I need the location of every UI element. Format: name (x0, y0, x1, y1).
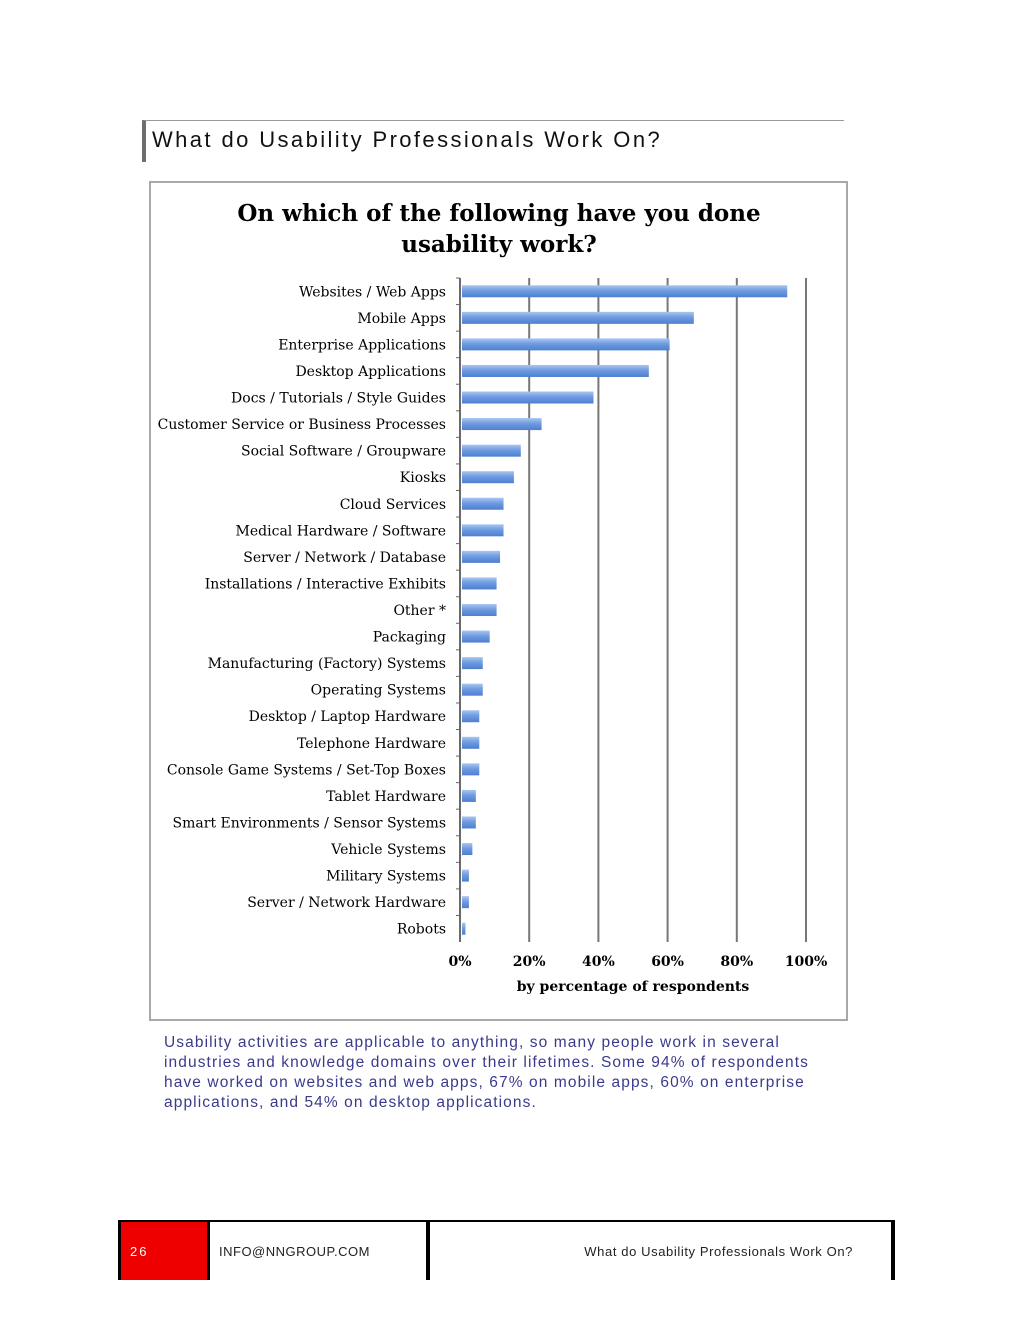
footer-title: What do Usability Professionals Work On? (584, 1244, 853, 1259)
bar (462, 551, 500, 563)
bar (462, 816, 476, 828)
bar (462, 896, 469, 908)
x-axis-title: by percentage of respondents (516, 979, 750, 995)
category-label: Cloud Services (339, 496, 446, 513)
x-tick-label: 60% (651, 954, 684, 970)
category-label: Military Systems (326, 868, 446, 885)
category-label: Social Software / Groupware (241, 443, 446, 460)
x-tick-label: 40% (582, 954, 615, 970)
bar (462, 631, 490, 643)
bar (462, 365, 649, 377)
category-label: Mobile Apps (357, 310, 446, 327)
bar (462, 312, 694, 324)
category-label: Vehicle Systems (331, 842, 446, 859)
category-label: Manufacturing (Factory) Systems (207, 656, 446, 673)
category-label: Customer Service or Business Processes (157, 417, 446, 434)
bar (462, 445, 521, 457)
bar (462, 923, 465, 935)
footer-right-border (891, 1222, 895, 1280)
bar (462, 524, 504, 536)
bar (462, 843, 472, 855)
x-tick-label: 20% (512, 954, 546, 970)
bar (462, 737, 479, 749)
footer-email: INFO@NNGROUP.COM (219, 1244, 370, 1259)
bar (462, 498, 504, 510)
bar (462, 285, 787, 297)
bar (462, 657, 483, 669)
category-label: Server / Network Hardware (247, 895, 446, 912)
category-label: Server / Network / Database (243, 549, 446, 566)
bar (462, 710, 479, 722)
bar (462, 577, 497, 589)
x-tick-label: 100% (784, 954, 828, 970)
chart-title-line: On which of the following have you done (237, 200, 761, 227)
category-label: Operating Systems (310, 682, 446, 699)
category-label: Other * (393, 603, 446, 619)
category-label: Enterprise Applications (278, 337, 446, 354)
page-footer (118, 1220, 895, 1280)
bar (462, 870, 469, 882)
category-label: Kiosks (399, 470, 446, 487)
bar-chart (151, 183, 846, 1019)
category-label: Telephone Hardware (297, 735, 446, 752)
category-label: Robots (396, 921, 446, 938)
category-label: Desktop Applications (295, 363, 446, 380)
category-label: Tablet Hardware (326, 788, 446, 805)
bar (462, 604, 497, 616)
x-tick-label: 80% (720, 954, 754, 970)
category-label: Installations / Interactive Exhibits (204, 576, 446, 593)
bar (462, 418, 542, 430)
caption-text: Usability activities are applicable to anything, so many people work in several industries and knowledge domains over their lifetimes. Some 94% of respondents have worked on websites and web apps, 67% on mobile apps, 60% on enterprise applications, and 54% on desktop applications. (164, 1034, 809, 1111)
page-number: 26 (130, 1244, 149, 1259)
category-label: Websites / Web Apps (298, 284, 446, 301)
section-title: What do Usability Professionals Work On? (152, 127, 663, 152)
bar (462, 684, 483, 696)
x-tick-label: 0% (448, 954, 472, 970)
category-label: Docs / Tutorials / Style Guides (231, 390, 446, 407)
bar (462, 338, 670, 350)
bar (462, 392, 593, 404)
chart-frame (149, 181, 848, 1021)
footer-divider (426, 1222, 430, 1280)
category-label: Smart Environments / Sensor Systems (172, 815, 446, 832)
category-label: Console Game Systems / Set-Top Boxes (166, 762, 446, 779)
category-label: Medical Hardware / Software (235, 523, 446, 540)
category-label: Packaging (372, 629, 446, 646)
page-number-box (118, 1222, 210, 1280)
category-label: Desktop / Laptop Hardware (248, 709, 446, 726)
section-header (142, 120, 844, 162)
bar (462, 763, 479, 775)
bar (462, 790, 476, 802)
chart-title-line: usability work? (401, 231, 597, 258)
bar (462, 471, 514, 483)
